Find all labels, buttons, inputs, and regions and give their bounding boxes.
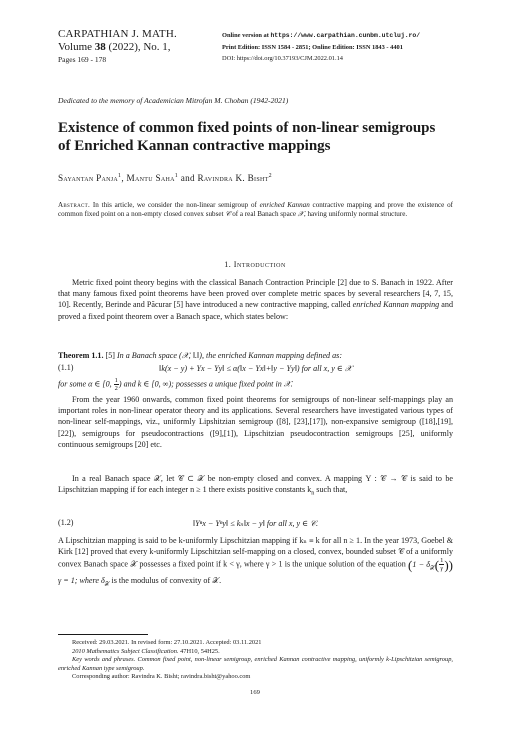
abstract-label: Abstract.: [58, 201, 91, 209]
author-3: Ravindra K. Bisht: [197, 173, 269, 184]
equation-number: (1.2): [58, 518, 74, 527]
theorem-label: Theorem 1.1.: [58, 351, 104, 360]
footnote-keywords: Key words and phrases. Common fixed point, non-linear semigroup, enriched Kannan contractive mapping, uniformly k-Lipschitzian semigroup, enriched Kannan type semigroup.: [58, 656, 453, 672]
intro-paragraph-4: A Lipschitzian mapping is said to be k-uniformly Lipschitzian mapping if kₙ ≡ k for all n ≥ 1. In the year 1973, Goebel & Kirk [12] proved that every k-uniformly Lipschitzian self-mapping on a closed, convex, bounded subset 𝒞 of a uniformly convex Banach space 𝒳 possesses a fixed point if k < γ, where γ > 1 is the unique solution of the equation ($1 - \delta_𝒳$( $\frac{1}{\gamma}$ )) γ = 1; where $\delta_𝒳$ is the modulus of convexity of 𝒳.: [58, 536, 453, 588]
theorem-condition: for some α ∈ [0, $\frac{1}{2}$ ) and k ∈ [0, ∞); possesses a unique fixed point in 𝒳.: [58, 377, 293, 392]
abstract: Abstract. In this article, we consider the non-linear semigroup of enriched Kannan contractive mapping and prove the existence of common fixed point on a non-empty closed convex subset 𝒞 of a real Banach space 𝒳, having uniformly normal structure.: [58, 201, 453, 219]
journal-url[interactable]: https://www.carpathian.cunbm.utcluj.ro/: [270, 32, 421, 39]
fraction: $\frac{1}{\gamma}$: [440, 557, 444, 573]
theorem-1-1: Theorem 1.1. [5] In a Banach space (𝒳, ‖.‖), the enriched Kannan mapping defined as:: [58, 351, 343, 360]
footnote-rule: [58, 634, 148, 635]
goebel-kirk-equation: ($1 - \delta_𝒳$( $\frac{1}{\gamma}$ )) γ = 1; where $\delta_𝒳$: [58, 557, 453, 588]
paper-title: Existence of common fixed points of non-linear semigroups of Enriched Kannan contractive mappings: [58, 120, 436, 154]
equation-1-2: [58, 518, 453, 530]
journal-info: [222, 30, 482, 65]
intro-paragraph-3: In a real Banach space 𝒳, let 𝒞 ⊂ 𝒳 be non-empty closed and convex. A mapping Υ : 𝒞 → 𝒞 is said to be Lipschitzian mapping if for each integer n ≥ 1 there exists positive constants $k_n$ such that,: [58, 474, 453, 497]
author-list: Sayantan Panja$^1$, Mantu Saha$^1$ and Ravindra K. Bisht$^2$: [58, 173, 272, 184]
journal-name: CARPATHIAN J. MATH.: [58, 28, 177, 40]
journal-header: [58, 28, 228, 66]
author-2: Mantu Saha: [126, 173, 175, 184]
equation-body: ‖k(x − y) + Υx − Υy‖ ≤ α(‖x − Υx‖+‖y − Υy‖) for all x, y ∈ 𝒳: [159, 364, 352, 373]
journal-pages: Pages 169 - 178: [58, 55, 107, 64]
dedication: Dedicated to the memory of Academician Mitrofan M. Choban (1942-2021): [58, 96, 289, 105]
doi[interactable]: DOI: https://doi.org/10.37193/CJM.2022.01.14: [222, 55, 343, 63]
equation-number: (1.1): [58, 363, 74, 372]
footnote-received: Received: 29.03.2021. In revised form: 27.10.2021. Accepted: 03.11.2021: [72, 639, 262, 646]
equation-body: ‖Υⁿx − Υⁿy‖ ≤ kₙ‖x − y‖ for all x, y ∈ 𝒞.: [192, 519, 319, 528]
author-1: Sayantan Panja: [58, 173, 119, 184]
footnote-msc: 2010 Mathematics Subject Classification. 47H10, 54H25.: [72, 647, 220, 655]
online-version: Online version at https://www.carpathian.cunbm.utcluj.ro/: [222, 32, 421, 39]
intro-paragraph-2: From the year 1960 onwards, common fixed point theorems for semigroups of non-linear self-mappings play an important roles in non-linear operator theory and its applications. Several researchers have investigated various types of non-linear self-mappings, viz., uniformly Lipshitzian semigroup ([8], [23],[17]), non-expansive semigroup ([18],[19], [22]), semigroups for pseudocontractions ([9],[1]), Lipschitzian pseudocontraction semigroups [25], uniformly continuous semigroups [20] etc.: [58, 395, 453, 449]
fraction: $\frac{1}{2}$: [114, 377, 118, 392]
page-number: 169: [250, 689, 260, 696]
issn: Print Edition: ISSN 1584 - 2851; Online Edition: ISSN 1843 - 4401: [222, 43, 403, 51]
intro-paragraph-1: Metric fixed point theory begins with the classical Banach Contraction Principle [2] due to S. Banach in 1922. After that many famous fixed point theorems have been proved over complete metric spaces by several researchers [4, 7, 15, 10]. Recently, Berinde and Păcurar [5] have introduced a new contractive mapping, called enriched Kannan mapping and proved a fixed point theorem over a Banach space, which states below:: [58, 278, 453, 321]
equation-1-1: [58, 363, 453, 375]
journal-volume: Volume 38 (2022), No. 1,: [58, 41, 171, 53]
section-heading: 1. Introduction: [224, 260, 286, 269]
footnote-corresponding: Corresponding author: Ravindra K. Bisht; ravindra.bisht@yahoo.com: [72, 673, 251, 681]
footnotes: [58, 639, 453, 682]
